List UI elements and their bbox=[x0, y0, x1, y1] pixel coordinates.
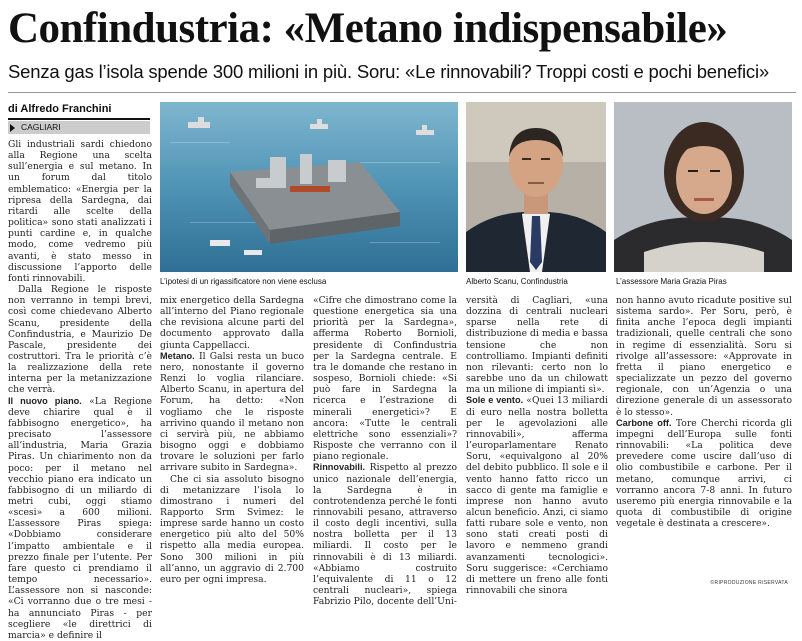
arrow-right-icon bbox=[10, 124, 15, 132]
photo-maria-grazia-piras bbox=[614, 102, 792, 272]
photo-regasification-rig bbox=[160, 102, 458, 272]
section-head: Metano. bbox=[160, 350, 195, 361]
byline-rule bbox=[8, 118, 150, 120]
paragraph: «Cifre che dimostrano come la questione energetica sia una priorità per la Sardegna», afferma Roberto Bornioli, presidente di Confindustria per la Sardegna centrale. E tra le domande che restano in sospeso, Bornioli chiede: «Si può fare in Sardegna la ricerca e l’estrazione di minerali energetici»? E ancora: «Tutte le centrali elettriche sono essenziali»? Risposte che verranno con il piano regionale. bbox=[313, 295, 457, 463]
subheadline: Senza gas l’isola spende 300 milioni in più. Soru: «Le rinnovabili? Troppi costi e pochi benefici» bbox=[8, 61, 769, 82]
place-label: CAGLIARI bbox=[8, 121, 150, 134]
column-5 bbox=[616, 295, 792, 529]
paragraph: Sole e vento. «Quei 13 miliardi di euro nella nostra bolletta per le agevolazioni alle rinnovabili», afferma l’europarlamentare Renato Soru, «equivalgono al 20% del debito pubblico. Il sole e il vento hanno fatto ricco un sacco di gente ma famiglie e imprese non hanno avuto alcun beneficio. Anzi, ci siamo fatti rubare sole e vento, non sono stati creati posti di lavoro e nemmeno grandi avanzamenti tecnologici». Soru suggerisce: «Cerchiamo di mettere un freno alle fonti rinnovabili che sinora bbox=[466, 395, 608, 597]
paragraph: Rinnovabili. Rispetto al prezzo unico nazionale dell’energia, la Sardegna è in controtendenza perché le fonti rinnovabili pesano, attraverso il costo degli incentivi, sulla nostra bolletta per il 13 miliardi. Il costo per le rinnovabili è di 13 miliardi. «Abbiamo costruito l’equivalente di 11 o 12 centrali nucleari», spiega Fabrizio Pilo, docente dell’Uni- bbox=[313, 462, 457, 608]
photo-alberto-scanu bbox=[466, 102, 606, 272]
caption-rig: L’ipotesi di un rigassificatore non viene esclusa bbox=[160, 277, 327, 286]
column-3 bbox=[313, 295, 457, 607]
header-divider bbox=[8, 92, 796, 93]
paragraph: Che ci sia assoluto bisogno di metanizzare l’isola lo dimostrano i numeri del Rapporto Srm Svimez: le imprese sarde hanno un costo energetico più alto del 50% rispetto alla media europea. Sono 300 milioni in più all’anno, un aggravio di 2.700 euro per ogni impresa. bbox=[160, 473, 304, 585]
sea-rig-illustration bbox=[160, 102, 458, 272]
paragraph: Metano. Il Galsi resta un buco nero, nonostante il governo Renzi lo voglia rilanciare. Alberto Scanu, in apertura del Forum, ha detto: «Non vogliamo che le risposte arrivino quando il metano non ci servirà più, ne abbiamo bisogno oggi e dobbiamo trovare le soluzioni per farlo arrivare subito in Sardegna». bbox=[160, 350, 305, 474]
paragraph: Gli industriali sardi chiedono alla Regione una scelta sull’energia e sul metano. In un forum dal titolo emblematico: «Energia per la ripresa della Sardegna, dai ritardi alle scelte della politica» sono stati analizzati i punti cardine e, in qualche modo, come vedremo più avanti, è stato messo in discussione l’apporto delle fonti rinnovabili. bbox=[8, 139, 152, 284]
caption-scanu: Alberto Scanu, Confindustria bbox=[466, 277, 568, 286]
section-head: Il nuovo piano. bbox=[8, 395, 82, 406]
paragraph: mix energetico della Sardegna all’interno del Piano regionale che revisiona alcune parti del documento approvato dalla giunta Cappellacci. bbox=[160, 295, 304, 351]
paragraph: non hanno avuto ricadute positive sul sistema sardo». Per Soru, però, è finita anche l’epoca degli impianti tradizionali, quelle centrali che sono in regime di essenzialità. Soru si rivolge all’assessore: «Approvate in fretta il piano energetico e specializzate un pezzo del governo regionale, con un’Agenzia o una direzione generale di un assessorato è lo stesso». bbox=[616, 295, 792, 418]
section-head: Rinnovabili. bbox=[313, 462, 366, 473]
byline: di Alfredo Franchini bbox=[8, 103, 112, 115]
column-1 bbox=[8, 139, 152, 641]
paragraph: versità di Cagliari, «una dozzina di centrali nucleari sparse nella rete di distribuzione di media e bassa tensione che non controlliamo. Impianti definiti non rilevanti: certo non lo sarebbe uno da un chilowatt ma un milione di impianti sì». bbox=[466, 295, 608, 396]
paragraph: Il nuovo piano. «La Regione deve chiarire qual è il fabbisogno energetico», ha precisato l’assessore all’industria, Maria Grazia Piras. Un chiarimento non da poco: per il metano nel vecchio piano era indicato un fabbisogno di un miliardo di metri cubi, oggi stiamo «scesi» a 600 milioni. L’assessore Piras spiega: «Dobbiamo considerare l’impatto ambientale e il prezzo finale per l’utente. Per fare questo ci prendiamo il tempo necessario». L’assessore non si nasconde: «Ci vorranno due o tre mesi - ha annunciato Piras - per scegliere «le direttrici di marcia» e definire il bbox=[8, 395, 152, 641]
column-2 bbox=[160, 295, 304, 585]
column-4 bbox=[466, 295, 608, 596]
copyright-notice: ©RIPRODUZIONE RISERVATA bbox=[710, 580, 788, 586]
section-head: Carbone off. bbox=[616, 417, 672, 428]
headline: Confindustria: «Metano indispensabile» bbox=[8, 5, 728, 52]
paragraph: Carbone off. Tore Cherchi ricorda gli impegni dell’Europa sulle fonti rinnovabili: «La politica deve prevedere come uscire dall’uso di olio combustibile e carbone. Per il metano, comunque arrivi, ci vorranno ancora 7-8 anni. In futuro useremo più energia rinnovabile e la quota di combustibile di origine vegetale è destinata a crescere». bbox=[616, 417, 793, 530]
portrait-scanu bbox=[466, 102, 606, 272]
caption-piras: L’assessore Maria Grazia Piras bbox=[616, 277, 727, 286]
paragraph: Dalla Regione le risposte non verranno in tempi brevi, così come chiedevano Alberto Scanu, presidente della Confindustria, e Maurizio De Pascale, presidente dei costruttori. Tra le priorità c’è la realizzazione della rete interna per la metanizzazione che verrà. bbox=[8, 284, 152, 396]
portrait-piras bbox=[614, 102, 792, 272]
section-head: Sole e vento. bbox=[466, 395, 524, 406]
